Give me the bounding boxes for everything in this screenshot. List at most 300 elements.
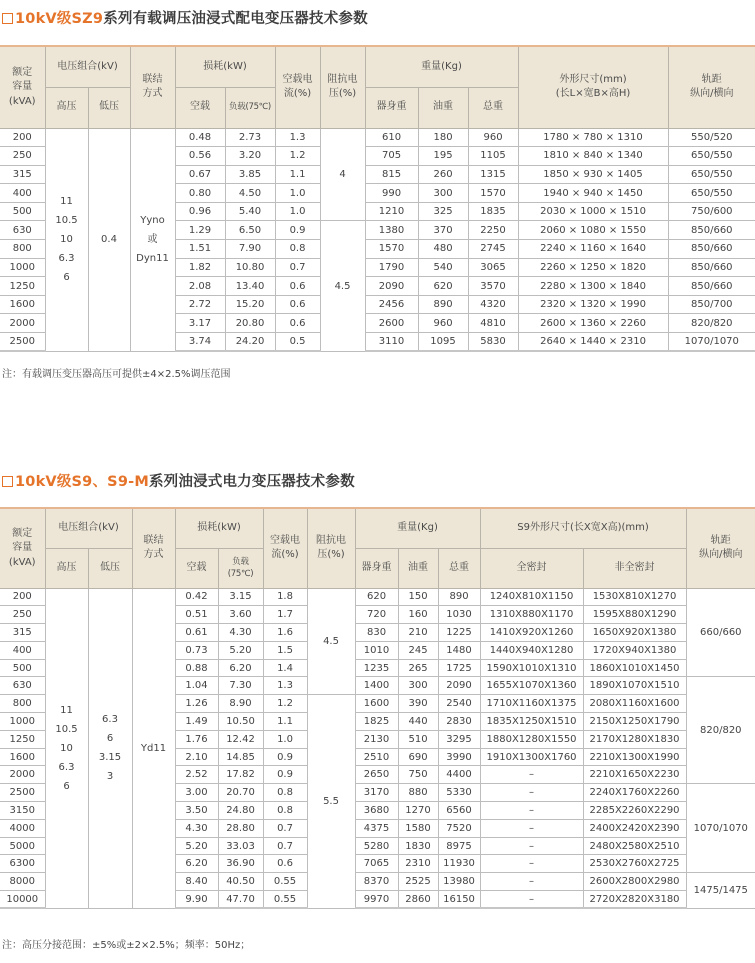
cell-load-loss: 6.50 (225, 221, 275, 240)
cell-capacity: 2000 (0, 314, 45, 333)
cell-body-weight: 2090 (365, 277, 418, 296)
cell-total-weight: 3065 (468, 258, 518, 277)
cell-oil-weight: 890 (418, 295, 468, 314)
cell-not-fully-sealed-dim: 2080X1160X1600 (583, 695, 686, 713)
cell-fully-sealed-dim: 1880X1280X1550 (480, 730, 583, 748)
cell-total-weight: 2745 (468, 240, 518, 259)
cell-oil-weight: 160 (398, 606, 438, 624)
cell-impedance: 4.5 (307, 588, 355, 695)
cell-fully-sealed-dim: – (480, 873, 583, 891)
cell-no-load-loss: 2.08 (175, 277, 225, 296)
cell-body-weight: 1400 (355, 677, 398, 695)
cell-no-load-loss: 0.88 (175, 659, 218, 677)
cell-oil-weight: 440 (398, 713, 438, 731)
cell-no-load-current: 1.3 (263, 677, 307, 695)
cell-total-weight: 13980 (438, 873, 480, 891)
cell-dimensions: 2030 × 1000 × 1510 (518, 202, 668, 221)
cell-total-weight: 4320 (468, 295, 518, 314)
cell-no-load-loss: 3.00 (175, 784, 218, 802)
cell-capacity: 4000 (0, 819, 45, 837)
cell-load-loss: 3.20 (225, 147, 275, 166)
cell-body-weight: 1210 (365, 202, 418, 221)
cell-capacity: 2500 (0, 784, 45, 802)
cell-dimensions: 2640 × 1440 × 2310 (518, 333, 668, 352)
cell-not-fully-sealed-dim: 1530X810X1270 (583, 588, 686, 606)
cell-no-load-current: 0.55 (263, 873, 307, 891)
table-row (0, 128, 755, 147)
cell-body-weight: 1380 (365, 221, 418, 240)
cell-oil-weight: 750 (398, 766, 438, 784)
cell-gauge: 820/820 (668, 314, 755, 333)
cell-load-loss: 10.50 (218, 713, 263, 731)
cell-gauge: 660/660 (686, 588, 755, 677)
cell-gauge: 1070/1070 (668, 333, 755, 352)
cell-oil-weight: 325 (418, 202, 468, 221)
header-connection: 联结 方式 (130, 46, 175, 128)
cell-gauge: 1475/1475 (686, 873, 755, 909)
cell-dimensions: 2240 × 1160 × 1640 (518, 240, 668, 259)
cell-load-loss: 3.60 (218, 606, 263, 624)
cell-load-loss: 20.80 (225, 314, 275, 333)
cell-not-fully-sealed-dim: 1650X920X1380 (583, 624, 686, 642)
cell-no-load-current: 0.8 (263, 802, 307, 820)
cell-capacity: 800 (0, 695, 45, 713)
cell-body-weight: 2130 (355, 730, 398, 748)
table1-title-accent: 10kV级SZ9 (15, 11, 104, 27)
cell-capacity: 400 (0, 641, 45, 659)
cell-total-weight: 5830 (468, 333, 518, 352)
cell-fully-sealed-dim: – (480, 819, 583, 837)
cell-load-loss: 13.40 (225, 277, 275, 296)
cell-gauge: 850/660 (668, 221, 755, 240)
header-not-fully-sealed: 非全密封 (583, 548, 686, 588)
header-loss: 损耗(kW) (175, 508, 263, 548)
header-load: 负载(75℃) (218, 548, 263, 588)
table1-title-rest: 系列有载调压油浸式配电变压器技术参数 (103, 11, 368, 27)
cell-lv-voltage: 0.4 (88, 128, 130, 351)
cell-no-load-loss: 4.30 (175, 819, 218, 837)
cell-no-load-current: 0.6 (275, 314, 320, 333)
cell-capacity: 1250 (0, 730, 45, 748)
cell-load-loss: 4.50 (225, 184, 275, 203)
cell-not-fully-sealed-dim: 2480X2580X2510 (583, 837, 686, 855)
cell-oil-weight: 180 (418, 128, 468, 147)
cell-total-weight: 4400 (438, 766, 480, 784)
cell-no-load-current: 1.4 (263, 659, 307, 677)
cell-load-loss: 6.20 (218, 659, 263, 677)
cell-fully-sealed-dim: – (480, 855, 583, 873)
cell-no-load-loss: 6.20 (175, 855, 218, 873)
cell-load-loss: 14.85 (218, 748, 263, 766)
table2-title-accent: 10kV级S9、S9-M (15, 474, 149, 490)
cell-capacity: 1000 (0, 258, 45, 277)
cell-oil-weight: 150 (398, 588, 438, 606)
cell-not-fully-sealed-dim: 1720X940X1380 (583, 641, 686, 659)
header-no-load-current: 空载电 流(%) (263, 508, 307, 588)
cell-capacity: 630 (0, 221, 45, 240)
cell-no-load-current: 0.9 (275, 221, 320, 240)
cell-capacity: 500 (0, 659, 45, 677)
cell-oil-weight: 260 (418, 165, 468, 184)
cell-no-load-loss: 1.26 (175, 695, 218, 713)
cell-total-weight: 6560 (438, 802, 480, 820)
cell-body-weight: 815 (365, 165, 418, 184)
cell-not-fully-sealed-dim: 2720X2820X3180 (583, 891, 686, 909)
cell-no-load-current: 1.8 (263, 588, 307, 606)
header-load: 负载(75℃) (225, 87, 275, 128)
cell-oil-weight: 480 (418, 240, 468, 259)
cell-load-loss: 17.82 (218, 766, 263, 784)
cell-total-weight: 2540 (438, 695, 480, 713)
cell-oil-weight: 2860 (398, 891, 438, 909)
table1-note: 注：有载调压变压器高压可提供±4×2.5%调压范围 (2, 369, 231, 380)
cell-oil-weight: 1095 (418, 333, 468, 352)
cell-load-loss: 2.73 (225, 128, 275, 147)
cell-load-loss: 36.90 (218, 855, 263, 873)
cell-oil-weight: 2310 (398, 855, 438, 873)
cell-capacity: 1250 (0, 277, 45, 296)
cell-fully-sealed-dim: 1440X940X1280 (480, 641, 583, 659)
table-row (0, 588, 755, 606)
cell-body-weight: 990 (365, 184, 418, 203)
cell-no-load-current: 0.8 (263, 784, 307, 802)
cell-impedance: 4 (320, 128, 365, 221)
cell-load-loss: 40.50 (218, 873, 263, 891)
cell-capacity: 250 (0, 147, 45, 166)
cell-body-weight: 620 (355, 588, 398, 606)
cell-body-weight: 830 (355, 624, 398, 642)
cell-oil-weight: 1270 (398, 802, 438, 820)
cell-oil-weight: 1830 (398, 837, 438, 855)
cell-not-fully-sealed-dim: 1890X1070X1510 (583, 677, 686, 695)
cell-fully-sealed-dim: 1655X1070X1360 (480, 677, 583, 695)
cell-total-weight: 16150 (438, 891, 480, 909)
header-gauge: 轨距 纵向/横向 (668, 46, 755, 128)
cell-oil-weight: 540 (418, 258, 468, 277)
cell-no-load-current: 1.0 (275, 202, 320, 221)
cell-oil-weight: 1580 (398, 819, 438, 837)
cell-not-fully-sealed-dim: 1595X880X1290 (583, 606, 686, 624)
header-no-load-current: 空载电 流(%) (275, 46, 320, 128)
cell-capacity: 1000 (0, 713, 45, 731)
cell-body-weight: 720 (355, 606, 398, 624)
table1-spec-table (0, 45, 755, 352)
table1-title (2, 7, 368, 28)
cell-body-weight: 705 (365, 147, 418, 166)
header-impedance: 阻抗电 压(%) (307, 508, 355, 588)
cell-no-load-current: 1.5 (263, 641, 307, 659)
cell-body-weight: 2650 (355, 766, 398, 784)
cell-gauge: 850/700 (668, 295, 755, 314)
cell-capacity: 8000 (0, 873, 45, 891)
cell-body-weight: 8370 (355, 873, 398, 891)
table2-title (2, 470, 355, 491)
cell-fully-sealed-dim: 1240X810X1150 (480, 588, 583, 606)
cell-fully-sealed-dim: – (480, 784, 583, 802)
cell-no-load-current: 1.0 (263, 730, 307, 748)
cell-no-load-current: 0.9 (263, 748, 307, 766)
cell-no-load-current: 0.9 (263, 766, 307, 784)
cell-total-weight: 1030 (438, 606, 480, 624)
cell-no-load-current: 0.6 (263, 855, 307, 873)
cell-load-loss: 33.03 (218, 837, 263, 855)
cell-connection: Yd11 (132, 588, 175, 908)
cell-no-load-loss: 0.73 (175, 641, 218, 659)
cell-capacity: 2500 (0, 333, 45, 352)
header-connection: 联结 方式 (132, 508, 175, 588)
cell-capacity: 250 (0, 606, 45, 624)
cell-load-loss: 7.30 (218, 677, 263, 695)
cell-connection: Yyno 或 Dyn11 (130, 128, 175, 351)
cell-capacity: 315 (0, 624, 45, 642)
header-impedance: 阻抗电 压(%) (320, 46, 365, 128)
cell-no-load-loss: 0.96 (175, 202, 225, 221)
cell-not-fully-sealed-dim: 1860X1010X1450 (583, 659, 686, 677)
cell-no-load-loss: 5.20 (175, 837, 218, 855)
cell-gauge: 750/600 (668, 202, 755, 221)
cell-no-load-loss: 0.67 (175, 165, 225, 184)
cell-body-weight: 9970 (355, 891, 398, 909)
cell-body-weight: 5280 (355, 837, 398, 855)
cell-capacity: 630 (0, 677, 45, 695)
cell-no-load-loss: 9.90 (175, 891, 218, 909)
cell-total-weight: 1105 (468, 147, 518, 166)
cell-no-load-current: 1.1 (275, 165, 320, 184)
cell-oil-weight: 210 (398, 624, 438, 642)
cell-not-fully-sealed-dim: 2400X2420X2390 (583, 819, 686, 837)
header-loss: 损耗(kW) (175, 46, 275, 87)
header-dimensions: 外形尺寸(mm) (长L×宽B×高H) (518, 46, 668, 128)
cell-gauge: 650/550 (668, 147, 755, 166)
cell-fully-sealed-dim: 1410X920X1260 (480, 624, 583, 642)
cell-load-loss: 7.90 (225, 240, 275, 259)
cell-fully-sealed-dim: – (480, 766, 583, 784)
cell-fully-sealed-dim: 1310X880X1170 (480, 606, 583, 624)
cell-body-weight: 1600 (355, 695, 398, 713)
table2-title-rest: 系列油浸式电力变压器技术参数 (148, 474, 355, 490)
cell-no-load-current: 0.6 (275, 277, 320, 296)
cell-no-load-current: 1.2 (275, 147, 320, 166)
cell-oil-weight: 510 (398, 730, 438, 748)
checkbox-square-icon (2, 13, 13, 24)
cell-capacity: 2000 (0, 766, 45, 784)
cell-no-load-loss: 8.40 (175, 873, 218, 891)
cell-total-weight: 11930 (438, 855, 480, 873)
cell-no-load-loss: 1.29 (175, 221, 225, 240)
cell-gauge: 1070/1070 (686, 784, 755, 873)
cell-not-fully-sealed-dim: 2285X2260X2290 (583, 802, 686, 820)
cell-dimensions: 2060 × 1080 × 1550 (518, 221, 668, 240)
header-no-load: 空载 (175, 87, 225, 128)
header-oil-weight: 油重 (418, 87, 468, 128)
cell-oil-weight: 370 (418, 221, 468, 240)
cell-total-weight: 8975 (438, 837, 480, 855)
cell-total-weight: 2830 (438, 713, 480, 731)
cell-dimensions: 2320 × 1320 × 1990 (518, 295, 668, 314)
cell-oil-weight: 690 (398, 748, 438, 766)
cell-capacity: 315 (0, 165, 45, 184)
cell-total-weight: 3990 (438, 748, 480, 766)
cell-total-weight: 1725 (438, 659, 480, 677)
cell-total-weight: 7520 (438, 819, 480, 837)
cell-dimensions: 1810 × 840 × 1340 (518, 147, 668, 166)
cell-no-load-current: 1.0 (275, 184, 320, 203)
cell-body-weight: 7065 (355, 855, 398, 873)
cell-no-load-loss: 0.42 (175, 588, 218, 606)
cell-oil-weight: 245 (398, 641, 438, 659)
cell-total-weight: 4810 (468, 314, 518, 333)
cell-fully-sealed-dim: 1910X1300X1760 (480, 748, 583, 766)
cell-body-weight: 1010 (355, 641, 398, 659)
cell-gauge: 820/820 (686, 677, 755, 784)
cell-load-loss: 20.70 (218, 784, 263, 802)
cell-no-load-current: 0.7 (263, 837, 307, 855)
cell-not-fully-sealed-dim: 2150X1250X1790 (583, 713, 686, 731)
cell-gauge: 650/550 (668, 165, 755, 184)
cell-no-load-current: 0.6 (275, 295, 320, 314)
cell-fully-sealed-dim: – (480, 802, 583, 820)
cell-gauge: 650/550 (668, 184, 755, 203)
cell-no-load-loss: 0.61 (175, 624, 218, 642)
cell-load-loss: 28.80 (218, 819, 263, 837)
cell-body-weight: 610 (365, 128, 418, 147)
cell-no-load-loss: 2.52 (175, 766, 218, 784)
cell-body-weight: 4375 (355, 819, 398, 837)
cell-oil-weight: 880 (398, 784, 438, 802)
cell-total-weight: 1570 (468, 184, 518, 203)
table2-spec-table (0, 507, 755, 909)
cell-no-load-loss: 3.50 (175, 802, 218, 820)
cell-body-weight: 1790 (365, 258, 418, 277)
cell-total-weight: 3570 (468, 277, 518, 296)
cell-load-loss: 24.80 (218, 802, 263, 820)
table2-note: 注：高压分接范围：±5%或±2×2.5%；频率：50Hz； (2, 940, 251, 951)
header-gauge: 轨距 纵向/横向 (686, 508, 755, 588)
cell-gauge: 850/660 (668, 277, 755, 296)
cell-no-load-loss: 0.56 (175, 147, 225, 166)
cell-capacity: 1600 (0, 295, 45, 314)
cell-body-weight: 3680 (355, 802, 398, 820)
cell-fully-sealed-dim: 1710X1160X1375 (480, 695, 583, 713)
header-voltage-group: 电压组合(kV) (45, 508, 132, 548)
header-no-load: 空载 (175, 548, 218, 588)
cell-body-weight: 3170 (355, 784, 398, 802)
cell-capacity: 1600 (0, 748, 45, 766)
cell-impedance: 4.5 (320, 221, 365, 351)
cell-hv-voltage: 11 10.5 10 6.3 6 (45, 128, 88, 351)
cell-oil-weight: 620 (418, 277, 468, 296)
cell-total-weight: 890 (438, 588, 480, 606)
cell-gauge: 550/520 (668, 128, 755, 147)
cell-oil-weight: 960 (418, 314, 468, 333)
cell-no-load-current: 0.7 (275, 258, 320, 277)
header-capacity: 额定 容量 (kVA) (0, 508, 45, 588)
cell-dimensions: 1780 × 780 × 1310 (518, 128, 668, 147)
header-total-weight: 总重 (468, 87, 518, 128)
header-hv: 高压 (45, 548, 88, 588)
cell-impedance: 5.5 (307, 695, 355, 909)
cell-body-weight: 3110 (365, 333, 418, 352)
cell-oil-weight: 300 (418, 184, 468, 203)
cell-load-loss: 5.40 (225, 202, 275, 221)
cell-body-weight: 1235 (355, 659, 398, 677)
cell-not-fully-sealed-dim: 2240X1760X2260 (583, 784, 686, 802)
cell-total-weight: 2090 (438, 677, 480, 695)
cell-no-load-loss: 3.17 (175, 314, 225, 333)
cell-not-fully-sealed-dim: 2170X1280X1830 (583, 730, 686, 748)
cell-total-weight: 3295 (438, 730, 480, 748)
cell-total-weight: 960 (468, 128, 518, 147)
cell-capacity: 500 (0, 202, 45, 221)
header-weight: 重量(Kg) (365, 46, 518, 87)
cell-no-load-loss: 1.04 (175, 677, 218, 695)
header-fully-sealed: 全密封 (480, 548, 583, 588)
header-dimensions: S9外形尺寸(长X宽X高)(mm) (480, 508, 686, 548)
cell-load-loss: 47.70 (218, 891, 263, 909)
cell-load-loss: 12.42 (218, 730, 263, 748)
cell-dimensions: 2600 × 1360 × 2260 (518, 314, 668, 333)
cell-total-weight: 1835 (468, 202, 518, 221)
header-capacity: 额定 容量 (kVA) (0, 46, 45, 128)
cell-oil-weight: 195 (418, 147, 468, 166)
cell-load-loss: 4.30 (218, 624, 263, 642)
cell-fully-sealed-dim: – (480, 837, 583, 855)
checkbox-square-icon (2, 476, 13, 487)
cell-capacity: 10000 (0, 891, 45, 909)
cell-load-loss: 3.15 (218, 588, 263, 606)
cell-load-loss: 10.80 (225, 258, 275, 277)
cell-no-load-current: 1.2 (263, 695, 307, 713)
header-oil-weight: 油重 (398, 548, 438, 588)
cell-capacity: 5000 (0, 837, 45, 855)
cell-load-loss: 3.85 (225, 165, 275, 184)
cell-no-load-current: 1.3 (275, 128, 320, 147)
cell-fully-sealed-dim: 1590X1010X1310 (480, 659, 583, 677)
cell-load-loss: 8.90 (218, 695, 263, 713)
cell-capacity: 800 (0, 240, 45, 259)
cell-oil-weight: 390 (398, 695, 438, 713)
header-weight: 重量(Kg) (355, 508, 480, 548)
cell-no-load-loss: 2.10 (175, 748, 218, 766)
cell-no-load-loss: 2.72 (175, 295, 225, 314)
cell-not-fully-sealed-dim: 2530X2760X2725 (583, 855, 686, 873)
header-voltage-group: 电压组合(kV) (45, 46, 130, 87)
cell-no-load-loss: 0.48 (175, 128, 225, 147)
header-hv: 高压 (45, 87, 88, 128)
cell-lv-voltage: 6.3 6 3.15 3 (88, 588, 132, 908)
cell-no-load-loss: 3.74 (175, 333, 225, 352)
cell-load-loss: 15.20 (225, 295, 275, 314)
cell-no-load-current: 1.1 (263, 713, 307, 731)
cell-total-weight: 1315 (468, 165, 518, 184)
cell-total-weight: 2250 (468, 221, 518, 240)
cell-no-load-current: 0.8 (275, 240, 320, 259)
header-body-weight: 器身重 (365, 87, 418, 128)
cell-total-weight: 1225 (438, 624, 480, 642)
header-lv: 低压 (88, 548, 132, 588)
cell-no-load-current: 1.7 (263, 606, 307, 624)
cell-body-weight: 2456 (365, 295, 418, 314)
cell-capacity: 400 (0, 184, 45, 203)
cell-not-fully-sealed-dim: 2210X1300X1990 (583, 748, 686, 766)
cell-no-load-loss: 1.82 (175, 258, 225, 277)
cell-capacity: 6300 (0, 855, 45, 873)
cell-no-load-current: 1.6 (263, 624, 307, 642)
cell-capacity: 200 (0, 128, 45, 147)
cell-no-load-current: 0.55 (263, 891, 307, 909)
cell-oil-weight: 2525 (398, 873, 438, 891)
cell-no-load-current: 0.7 (263, 819, 307, 837)
